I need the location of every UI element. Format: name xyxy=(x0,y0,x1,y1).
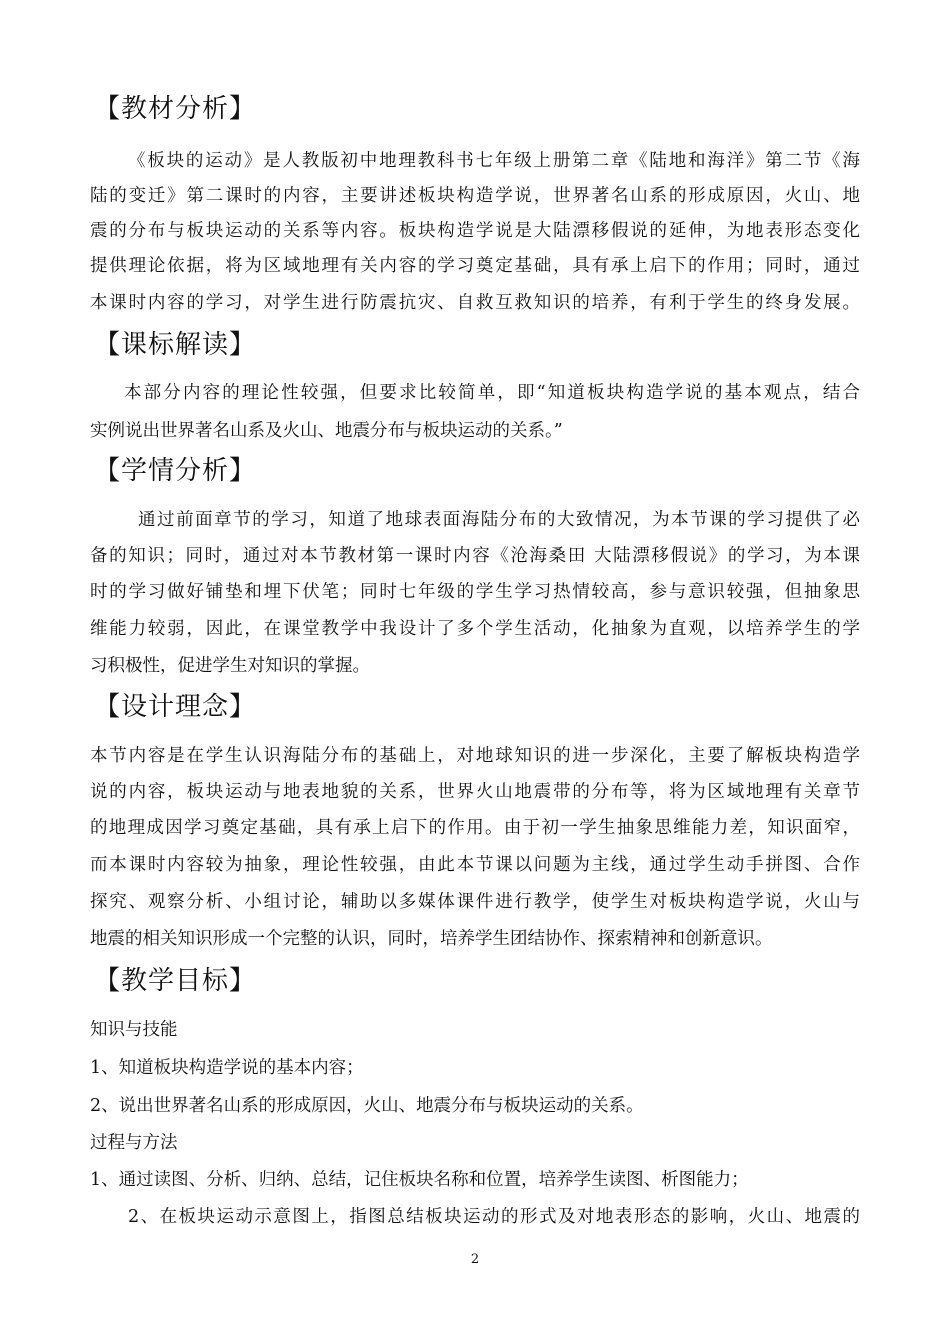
paragraph-line: 实例说出世界著名山系及火山、地震分布与板块运动的关系。” xyxy=(90,421,563,441)
paragraph-line: 陆的变迁》第二课时的内容，主要讲述板块构造学说，世界著名山系的形成原因，火山、地 xyxy=(90,186,860,206)
paragraph-line: 时的学习做好铺垫和埋下伏笔；同时七年级的学生学习热情较高，参与意识较强，但抽象思 xyxy=(90,582,860,602)
section-heading-curriculum: 【课标解读】 xyxy=(94,330,257,360)
objective-category: 过程与方法 xyxy=(90,1133,178,1153)
paragraph-line: 提供理论依据，将为区域地理有关内容的学习奠定基础，具有承上启下的作用；同时，通过 xyxy=(90,256,860,276)
page-number: 2 xyxy=(470,1252,480,1267)
paragraph-line: 通过前面章节的学习，知道了地球表面海陆分布的大致情况，为本节课的学习提供了必 xyxy=(138,510,860,530)
paragraph-line: 备的知识；同时，通过对本节教材第一课时内容《沧海桑田 大陆漂移假说》的学习，为本课 xyxy=(90,546,860,566)
objective-item: 1、通过读图、分析、归纳、总结，记住板块名称和位置，培养学生读图、析图能力； xyxy=(90,1170,749,1190)
objective-category: 知识与技能 xyxy=(90,1020,178,1040)
section-heading-objectives: 【教学目标】 xyxy=(94,966,257,996)
paragraph-line: 本课时内容的学习，对学生进行防震抗灾、自救互救知识的培养，有利于学生的终身发展。 xyxy=(90,293,860,313)
paragraph-line: 说的内容，板块运动与地表地貌的关系，世界火山地震带的分布等，将为区域地理有关章节 xyxy=(90,782,860,802)
paragraph-line: 本部分内容的理论性较强，但要求比较简单，即“知道板块构造学说的基本观点，结合 xyxy=(124,383,860,403)
paragraph-line: 《板块的运动》是人教版初中地理教科书七年级上册第二章《陆地和海洋》第二节《海 xyxy=(128,151,860,171)
section-heading-materials: 【教材分析】 xyxy=(94,94,257,124)
paragraph-line: 地震的相关知识形成一个完整的认识，同时，培养学生团结协作、探索精神和创新意识。 xyxy=(90,929,773,949)
section-heading-students: 【学情分析】 xyxy=(94,456,257,486)
section-heading-design: 【设计理念】 xyxy=(94,692,257,722)
paragraph-line: 本节内容是在学生认识海陆分布的基础上，对地球知识的进一步深化，主要了解板块构造学 xyxy=(90,746,860,766)
paragraph-line: 维能力较弱，因此，在课堂教学中我设计了多个学生活动，化抽象为直观，以培养学生的学 xyxy=(90,619,860,639)
paragraph-line: 习积极性，促进学生对知识的掌握。 xyxy=(90,656,370,676)
objective-item: 2、说出世界著名山系的形成原因，火山、地震分布与板块运动的关系。 xyxy=(90,1096,644,1116)
paragraph-line: 探究、观察分析、小组讨论，辅助以多媒体课件进行教学，使学生对板块构造学说，火山与 xyxy=(90,892,860,912)
objective-item: 2、在板块运动示意图上，指图总结板块运动的形式及对地表形态的影响，火山、地震的 xyxy=(128,1207,860,1227)
paragraph-line: 的地理成因学习奠定基础，具有承上启下的作用。由于初一学生抽象思维能力差，知识面窄， xyxy=(90,818,860,838)
paragraph-line: 震的分布与板块运动的关系等内容。板块构造学说是大陆漂移假说的延伸，为地表形态变化 xyxy=(90,221,860,241)
objective-item: 1、知道板块构造学说的基本内容； xyxy=(90,1058,364,1078)
paragraph-line: 而本课时内容较为抽象，理论性较强，由此本节课以问题为主线，通过学生动手拼图、合作 xyxy=(90,855,860,875)
